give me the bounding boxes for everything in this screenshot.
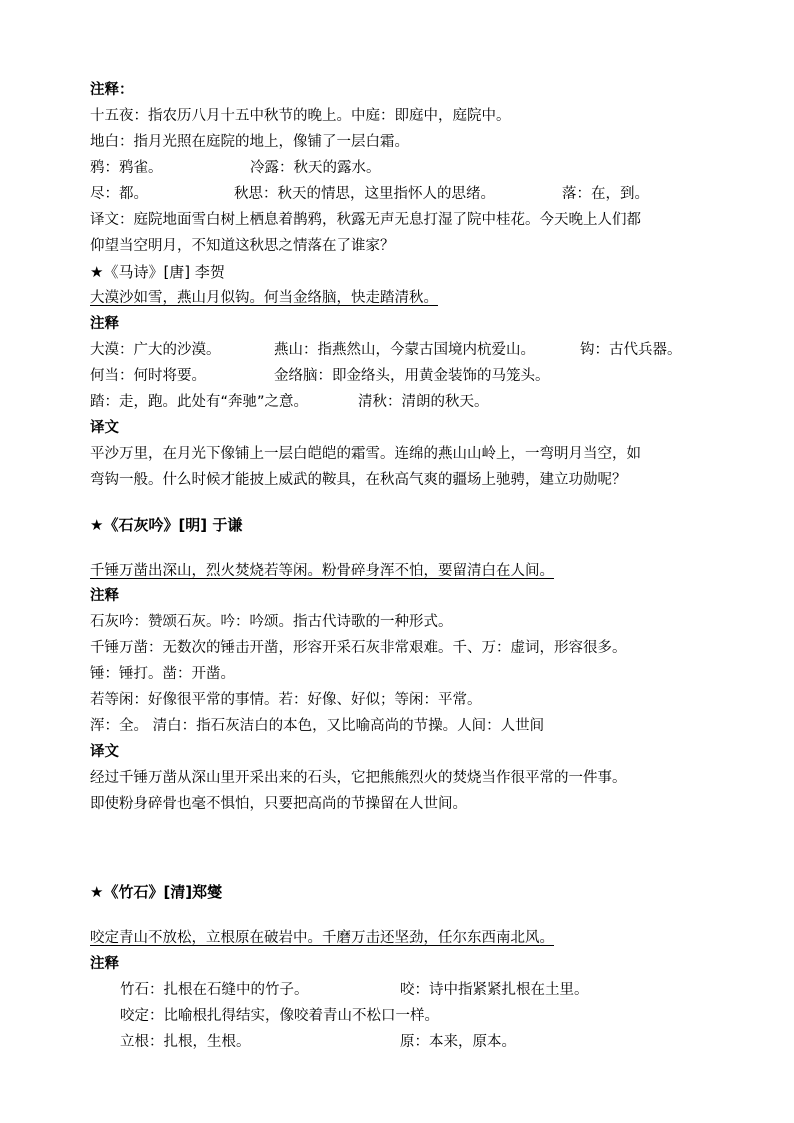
translation-line: 弯钩一般。什么时候才能披上威武的鞍具，在秋高气爽的疆场上驰骋，建立功勋呢？	[90, 472, 627, 488]
note-item: 金络脑：即金络头，用黄金装饰的马笼头。	[274, 368, 550, 384]
note-item: 咬：诗中指紧紧扎根在土里。	[400, 982, 589, 998]
poem-text: 大漠沙如雪，燕山月似钩。何当金络脑，快走踏清秋。	[90, 290, 438, 306]
note-line	[90, 184, 649, 204]
translation-heading: 译文	[90, 420, 119, 436]
note-item: 大漠：广大的沙漠。	[90, 342, 221, 358]
poem-text: 千锤万凿出深山，烈火焚烧若等闲。粉骨碎身浑不怕，要留清白在人间。	[90, 563, 554, 579]
note-line	[90, 158, 381, 178]
translation-line: 仰望当空明月，不知道这秋思之情落在了谁家？	[90, 238, 395, 254]
note-item: 钩：古代兵器。	[580, 342, 682, 358]
note-item: 竹石：扎根在石缝中的竹子。	[120, 982, 309, 998]
note-item: 冷露：秋天的露水。	[250, 160, 381, 176]
notes-heading: 注释	[90, 588, 119, 604]
note-line: 浑：全。 清白：指石灰洁白的本色，又比喻高尚的节操。人间：人世间	[90, 718, 545, 734]
note-line: 千锤万凿：无数次的锤击开凿，形容开采石灰非常艰难。千、万：虚词，形容很多。	[90, 640, 627, 656]
note-item: 何当：何时将要。	[90, 368, 206, 384]
notes-heading: 注释：	[90, 82, 134, 98]
note-line	[120, 980, 589, 1000]
note-item: 鸦：鸦雀。	[90, 160, 163, 176]
notes-heading: 注释	[90, 316, 119, 332]
notes-heading: 注释	[90, 956, 119, 972]
note-line	[90, 366, 550, 386]
note-item: 立根：扎根，生根。	[120, 1034, 251, 1050]
note-line: 若等闲：好像很平常的事情。若：好像、好似；等闲：平常。	[90, 692, 482, 708]
translation-line: 平沙万里，在月光下像铺上一层白皑皑的霜雪。连绵的燕山山岭上，一弯明月当空，如	[90, 446, 641, 462]
translation-heading: 译文	[90, 744, 119, 760]
note-item: 尽：都。	[90, 186, 148, 202]
note-item: 原：本来，原本。	[400, 1034, 516, 1050]
note-item: 落：在，到。	[562, 186, 649, 202]
note-item: 秋思：秋天的情思，这里指怀人的思绪。	[234, 186, 495, 202]
poem-title: ★《竹石》[清]郑燮	[90, 883, 223, 901]
note-item: 清秋：清朗的秋天。	[358, 394, 489, 410]
note-item: 踏：走，跑。此处有“奔驰”之意。	[90, 394, 309, 410]
note-item: 燕山：指燕然山，今蒙古国境内杭爱山。	[274, 342, 535, 358]
note-line	[120, 1032, 516, 1052]
translation-line: 经过千锤万凿从深山里开采出来的石头，它把熊熊烈火的焚烧当作很平常的一件事。	[90, 770, 627, 786]
note-line: 咬定：比喻根扎得结实，像咬着青山不松口一样。	[120, 1008, 439, 1024]
note-line: 石灰吟：赞颂石灰。吟：吟颂。指古代诗歌的一种形式。	[90, 614, 453, 630]
translation-line: 译文：庭院地面雪白树上栖息着鹊鸦，秋露无声无息打湿了院中桂花。今天晚上人们都	[90, 212, 641, 228]
translation-line: 即使粉身碎骨也毫不惧怕，只要把高尚的节操留在人世间。	[90, 796, 467, 812]
note-line	[90, 392, 489, 412]
poem-title: ★《石灰吟》[明] 于谦	[90, 516, 243, 534]
poem-title: ★《马诗》[唐] 李贺	[90, 263, 225, 281]
note-line: 锤：锤打。凿：开凿。	[90, 666, 235, 682]
poem-text: 咬定青山不放松，立根原在破岩中。千磨万击还坚劲，任尔东西南北风。	[90, 930, 554, 946]
note-line	[90, 340, 682, 360]
note-line: 十五夜：指农历八月十五中秋节的晚上。中庭：即庭中，庭院中。	[90, 108, 511, 124]
note-line: 地白：指月光照在庭院的地上，像铺了一层白霜。	[90, 134, 409, 150]
